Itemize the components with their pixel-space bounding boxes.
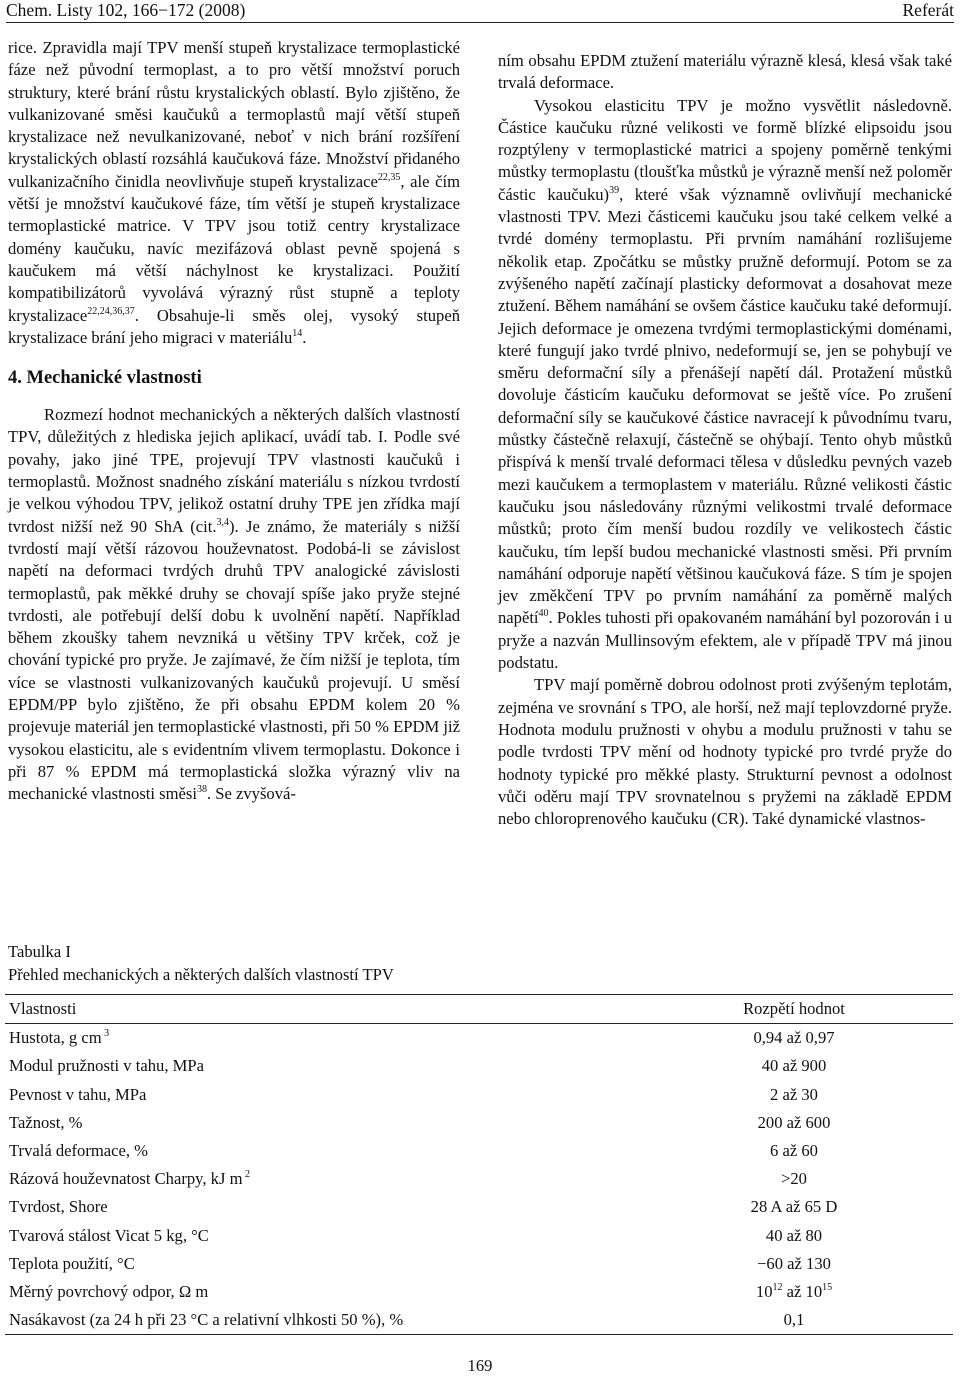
value-cell: 2 až 30 bbox=[770, 1084, 818, 1104]
property-cell: Tažnost, % bbox=[9, 1112, 83, 1132]
table-row bbox=[5, 1193, 953, 1221]
table-row bbox=[5, 1137, 953, 1165]
table-row bbox=[5, 1306, 953, 1335]
journal-citation: Chem. Listy 102, 166−172 (2008) bbox=[6, 0, 246, 20]
property-cell: Modul pružnosti v tahu, MPa bbox=[9, 1056, 204, 1076]
value-cell: 40 až 80 bbox=[765, 1225, 823, 1245]
paragraph-mechanical: Rozmezí hodnot mechanických a některých dalších vlastností TPV, důležitých z hlediska jejich aplikací, uvádí tab. I. Podle své povahy, jako jiné TPE, projevují TPV vlastnosti kaučuků i termoplastů. Možnost snadného získání materiálu s nízkou tvrdostí je velkou výhodou TPV, jelikož ostatní druhy TPE jen zřídka mají tvrdost nižší než 90 ShA (cit.$^{3,4}$). Je známo, že materiály s nižší tvrdostí mají větší rázovou houževnatost. Podobá-li se závislost napětí na deformaci tvrdých druhů TPV analogické závislosti termoplastů, pak měkké druhy se chovají spíše jako pryže stejné tvrdosti, ale potřebují delší dobu k uvolnění napětí. Například během zkoušky tahem nevzniká u většiny TPV krček, což je chování typické pro pryže. Je zajímavé, že čím nižší je teplota, tím více se vlastnosti vulkanizovaných kaučuků projevují. U směsí EPDM/PP bylo zjištěno, že při obsahu EPDM kolem 20 % projevuje materiál jen termoplastické vlastnosti, při 50 % EPDM již vysokou elasticitu, ale s evidentním vlivem termoplastu. Dokonce i při 87 % EPDM má termoplastická složka výrazný vliv na mechanické vlastnosti směsi$^{38}$. Se zvyšová- bbox=[8, 405, 460, 804]
table-row bbox=[5, 1052, 953, 1080]
paragraph-continuation: ním obsahu EPDM ztužení materiálu výrazně klesá, klesá však také trvalá deformace. bbox=[498, 51, 952, 93]
value-cell: 40 až 900 bbox=[761, 1056, 827, 1076]
table-row bbox=[5, 1250, 953, 1278]
value-cell: 6 až 60 bbox=[770, 1141, 818, 1161]
property-cell: Nasákavost (za 24 h při 23 °C a relativní vlhkosti 50 %), % bbox=[9, 1310, 404, 1330]
value-cell: $10^{12}$ až $10^{15}$ bbox=[755, 1281, 833, 1301]
running-header bbox=[6, 0, 954, 23]
citation-ref: 38 bbox=[196, 784, 207, 796]
table-row bbox=[5, 1222, 953, 1250]
table-row bbox=[5, 1024, 953, 1053]
table-caption bbox=[8, 940, 394, 986]
paragraph-crystallization: rice. Zpravidla mají TPV menší stupeň krystalizace termoplastické fáze než původní termoplast, a to pro větší množství poruch struktury, které brání růstu krystalických oblastí. Bylo zjištěno, že vulkanizované směsi kaučuků a termoplastů mají větší stupeň krystalizace než nevulkanizované, neboť v nich brání rozšíření krystalických oblastí rozsáhlá kaučuková fáze. Množství přidaného vulkanizačního činidla neovlivňuje stupeň krystalizace$^{22,35}$, ale čím větší je množství kaučukové fáze, tím větší je stupeň krystalizace termoplastické matrice. V TPV jsou totiž centry krystalizace domény kaučuku, navíc mezifázová oblast pevně spojená s kaučukem má větší náchylnost ke krystalizaci. Použití kompatibilizátorů vyvolává výrazný růst stupně a teploty krystalizace$^{22,24,36,37}$. Obsahuje-li směs olej, vysoký stupeň krystalizace brání jeho migraci v materiálu$^{14}$. bbox=[8, 38, 460, 347]
column-header-range: Rozpětí hodnot bbox=[743, 999, 845, 1019]
property-cell: Měrný povrchový odpor, Ω m bbox=[9, 1281, 209, 1301]
section-label: Referát bbox=[902, 0, 954, 20]
property-cell: Hustota, g cm $^3$ bbox=[9, 1028, 110, 1048]
citation-ref: 3,4 bbox=[216, 516, 230, 528]
citation-ref: 39 bbox=[609, 184, 620, 196]
property-cell: Teplota použití, °C bbox=[9, 1253, 135, 1273]
value-cell: 200 až 600 bbox=[757, 1112, 831, 1132]
value-cell: 0,1 bbox=[783, 1310, 805, 1330]
citation-ref: 40 bbox=[538, 608, 549, 620]
citation-ref: 22,35 bbox=[377, 171, 401, 183]
property-cell: Trvalá deformace, % bbox=[9, 1141, 148, 1161]
section-heading: 4. Mechanické vlastnosti bbox=[8, 368, 202, 389]
column-header-property: Vlastnosti bbox=[9, 999, 77, 1019]
properties-table bbox=[5, 994, 953, 1335]
page-number: 169 bbox=[467, 1356, 493, 1375]
table-row bbox=[5, 1165, 953, 1193]
paragraph-thermal: TPV mají poměrně dobrou odolnost proti zvýšeným teplotám, zejména ve srovnání s TPO, ale horší, než mají teplovzdorné pryže. Hodnota modulu pružnosti v ohybu a modulu pružnosti v tahu se podle tvrdosti TPV mění od hodnoty typické pro tvrdé pryže do hodnoty typické pro měkké plasty. Strukturní pevnost a odolnost vůči oděru mají TPV srovnatelnou s pryžemi na základě EPDM nebo chloroprenového kaučuku (CR). Také dynamické vlastnos- bbox=[498, 675, 952, 829]
left-column bbox=[8, 37, 460, 806]
table-label: Tabulka I bbox=[8, 942, 71, 961]
table-row bbox=[5, 1278, 953, 1306]
citation-ref: 22,24,36,37 bbox=[87, 305, 135, 317]
table-row bbox=[5, 1081, 953, 1109]
right-column bbox=[498, 50, 952, 830]
property-cell: Rázová houževnatost Charpy, kJ m $^2$ bbox=[9, 1169, 250, 1189]
table-header-row bbox=[5, 995, 953, 1024]
table-row bbox=[5, 1109, 953, 1137]
property-cell: Tvarová stálost Vicat 5 kg, °C bbox=[9, 1225, 209, 1245]
value-cell: −60 až 130 bbox=[757, 1253, 831, 1273]
property-cell: Tvrdost, Shore bbox=[9, 1197, 108, 1217]
table-title: Přehled mechanických a některých dalších vlastností TPV bbox=[8, 965, 394, 984]
value-cell: >20 bbox=[781, 1169, 807, 1189]
value-cell: 28 A až 65 D bbox=[750, 1197, 838, 1217]
paragraph-elasticity: Vysokou elasticitu TPV je možno vysvětlit následovně. Částice kaučuku různé velikosti ve formě blízké elipsoidu jsou rozptýleny v termoplastické matrici a spojeny poměrně tenkými můstky termoplastu (tloušťka můstků je výrazně menší než poloměr částic kaučuku)$^{39}$, které však významně ovlivňují mechanické vlastnosti TPV. Mezi částicemi kaučuku jsou také celkem velké a tvrdé domény termoplastu. Při prvním namáhání rozlišujeme několik etap. Zpočátku se můstky pružně deformují. Potom se za zvýšeného napětí začínají plasticky deformovat a dosahovat meze ztužení. Během namáhání se ovšem částice kaučuku také deformují. Jejich deformace je omezena tvrdými termoplastickými doménami, které fungují jako tvrdé plnivo, nedeformují se, jen se pohybují ve směru deformační síly a přenášejí napětí dál. Protažení můstků dovoluje částicím kaučuku deformovat se ještě více. Po zrušení deformační síly se kaučukové částice navracejí k původnímu tvaru, můstky částečně relaxují, částečně se ohýbají. Tento ohyb můstků přispívá k menší trvalé deformaci tělesa v důsledku pevných vazeb mezi kaučukem a termoplastem v materiálu. Různé velikosti částic kaučuku jsou následovány různými velikostmi trvalé deformace můstků; proto čím menší budou rozdíly ve velikostech částic kaučuku, tím lepší budou mechanické vlastnosti směsi. Při prvním namáhání odporuje napětí většinou kaučuková fáze. S tím je spojen jev změkčení TPV po prvním namáhání za poměrně malých napětí$^{40}$. Pokles tuhosti při opakovaném namáhání byl pozorován i u pryže a nazván Mullinsovým efektem, ale v případě TPV má jinou podstatu. bbox=[498, 95, 952, 673]
citation-ref: 14 bbox=[292, 327, 303, 339]
value-cell: 0,94 až 0,97 bbox=[753, 1028, 835, 1048]
property-cell: Pevnost v tahu, MPa bbox=[9, 1084, 147, 1104]
